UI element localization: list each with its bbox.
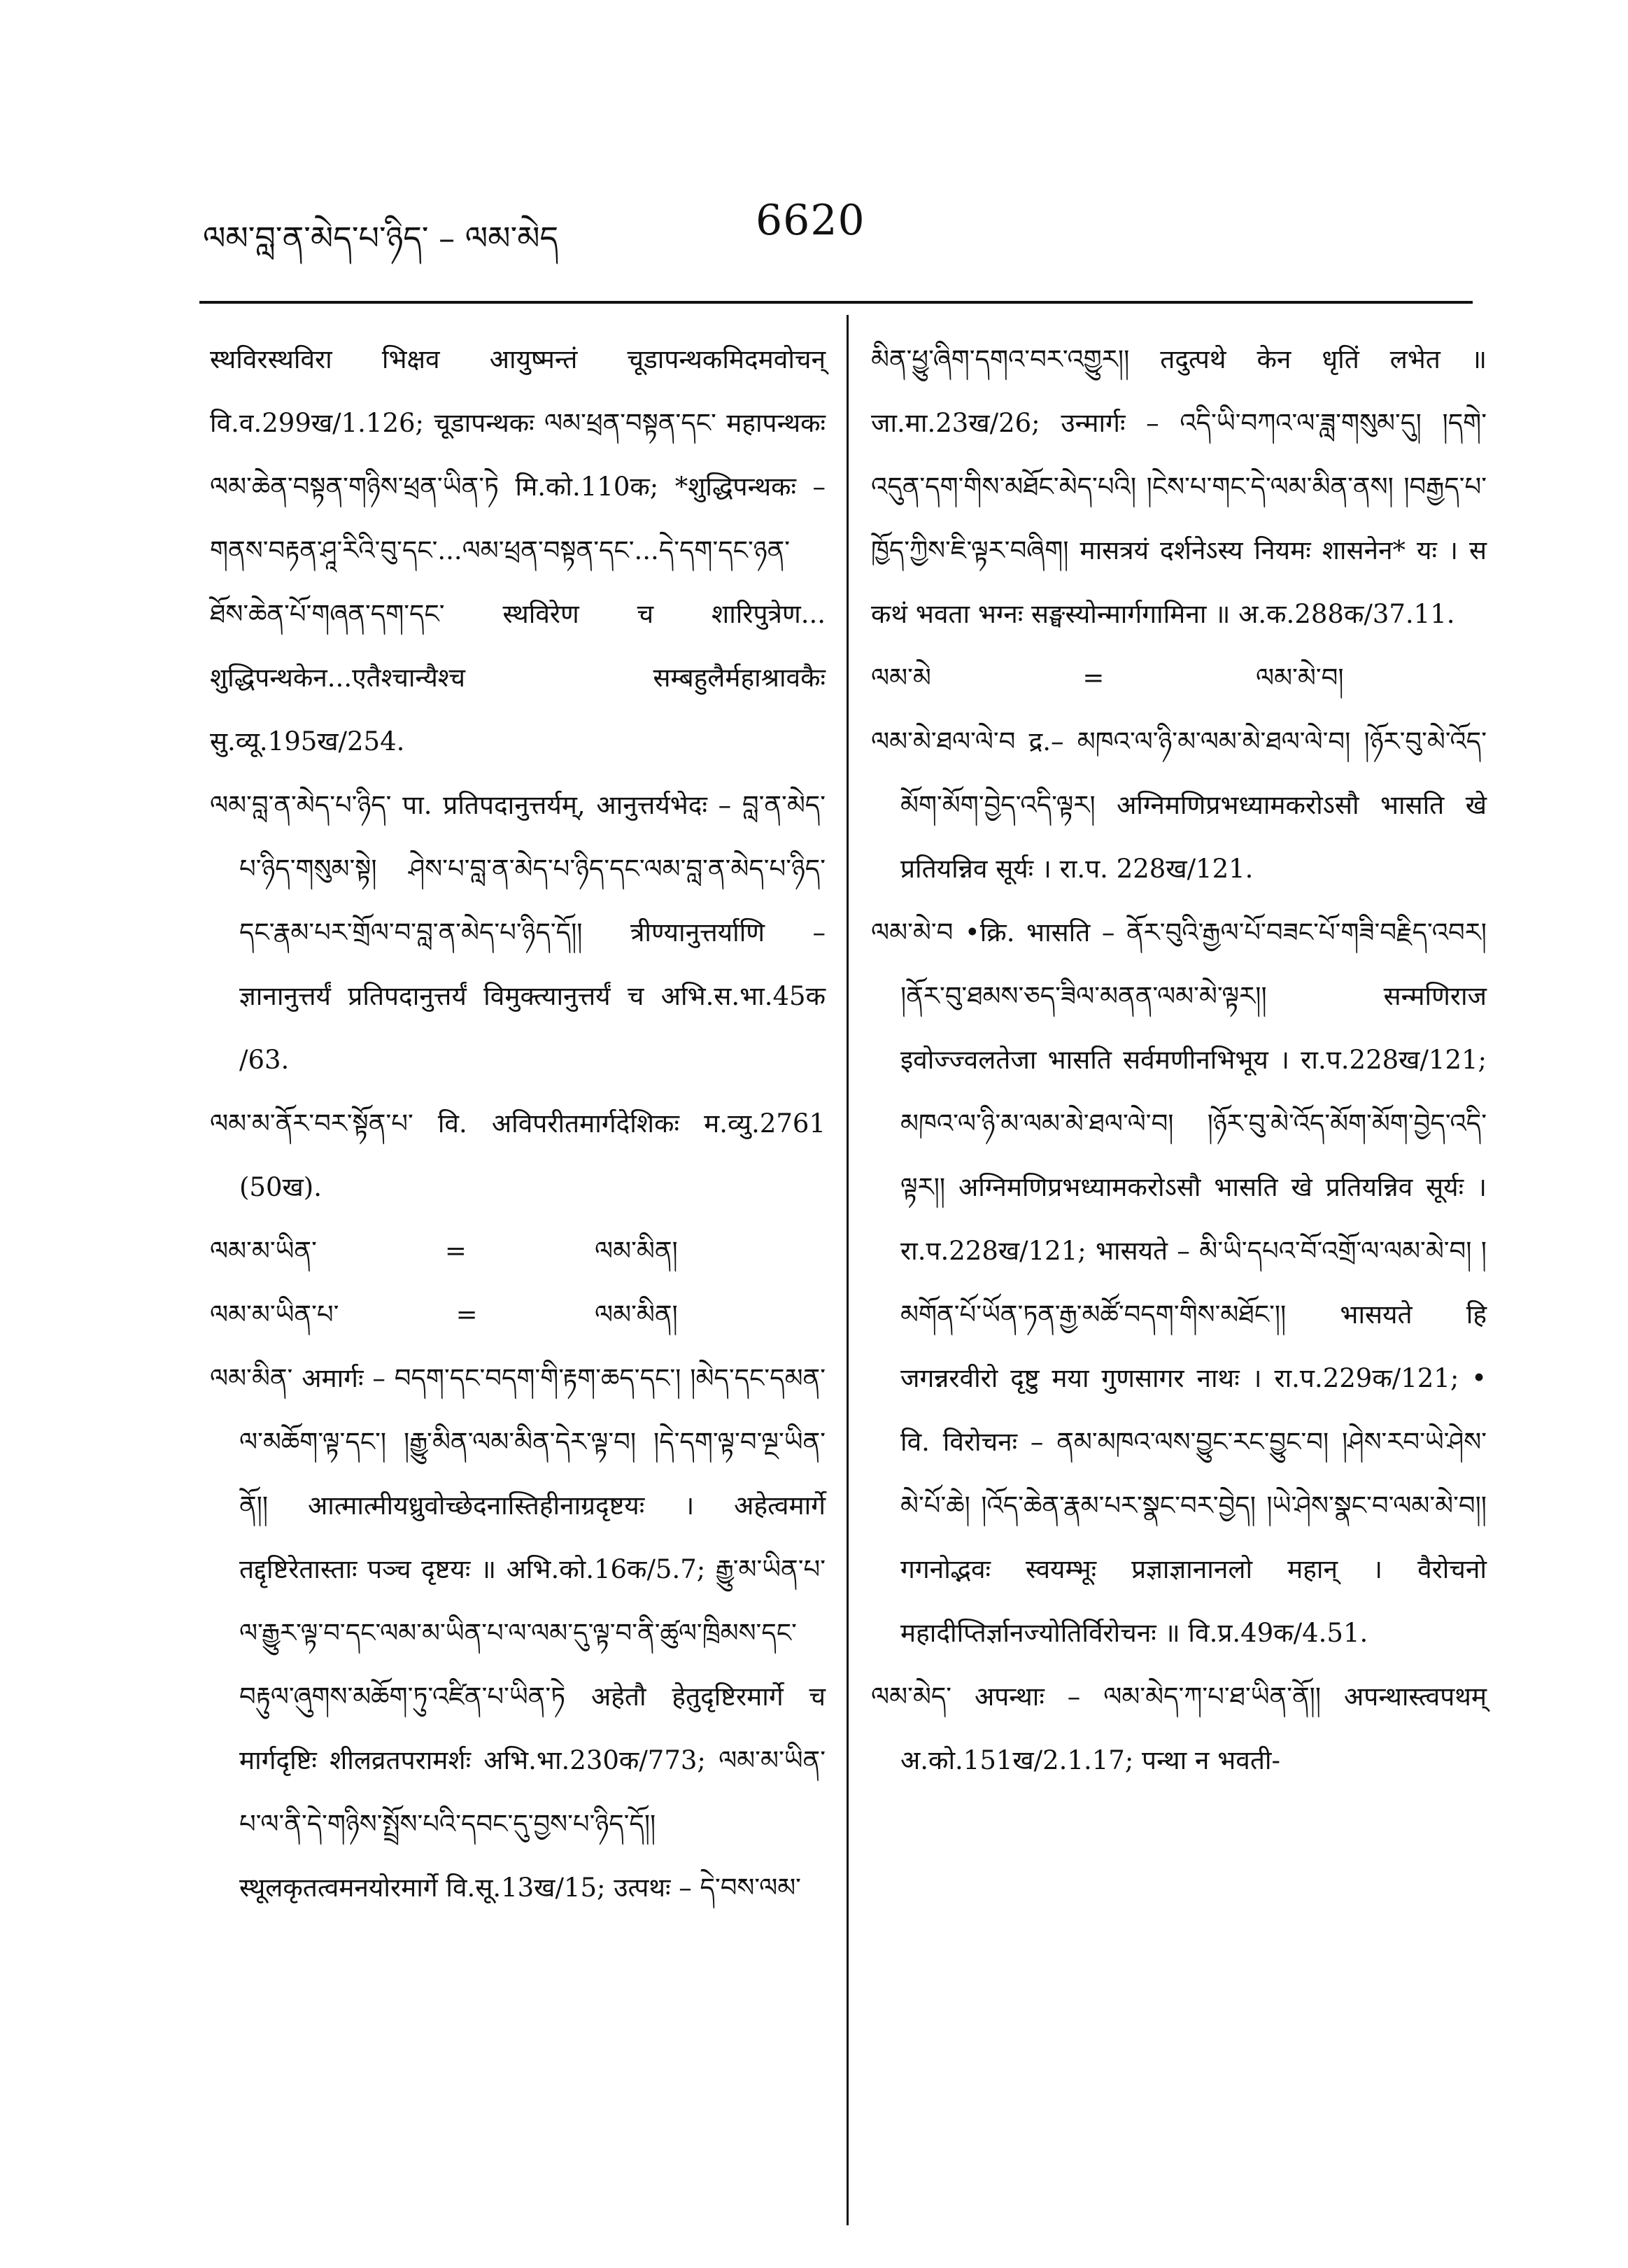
dictionary-entry: ལམ་བླ་ན་མེད་པ་ཉིད་ पा. प्रतिपदानुत्तर्यम्, आनुत्तर्यभेदः – བླ་ན་མེད་པ་ཉིད་གསུམ་སྟེ། ཤེས་པ་བླ་ན་མེད་པ་ཉིད་དང་ལམ་བླ་ན་མེད་པ་ཉིད་དང་རྣམ་པར་གྲོལ་བ་བླ་ན་མེད་པ་ཉིད་དོ།། त्रीण्यानुत्तर्याणि – ज्ञानानुत्तर्यं प्रतिपदानुत्तर्यं विमुक्त्यानुत्तर्यं च अभि.स.भा.45क /63. xyxy=(210,790,826,1075)
xref-equals: = xyxy=(1082,663,1105,693)
dictionary-entry: ལམ་མ་ནོར་བར་སྟོན་པ་ वि. अविपरीतमार्गदेशिकः म.व्यु.2761 (50ख). xyxy=(210,1108,826,1202)
column-divider xyxy=(847,315,849,2225)
right-column xyxy=(871,327,1487,1792)
xref-target: ལམ་མིན། xyxy=(594,1236,678,1266)
xref-headword: ལམ་མ་ཡིན་ xyxy=(210,1236,317,1266)
running-head: ལམ་བླ་ན་མེད་པ་ཉིད་ – ལམ་མེད xyxy=(203,219,559,257)
dictionary-entry: ལམ་མིན་ अमार्गः – བདག་དང་བདག་གི་རྟག་ཆད་དང་། །མེད་དང་དམན་ལ་མཆོག་ལྟ་དང་། །རྒྱུ་མིན་ལམ་མིན་དེར་ལྟ་བ། །དེ་དག་ལྟ་བ་ལྔ་ཡིན་ནོ།། आत्मात्मीयध्रुवोच्छेदनास्तिहीनाग्रदृष्टयः । अहेत्वमार्गे तद्दृष्टिरेतास्ताः पञ्च दृष्टयः ॥ अभि.को.16क/5.7; རྒྱུ་མ་ཡིན་པ་ལ་རྒྱུར་ལྟ་བ་དང་ལམ་མ་ཡིན་པ་ལ་ལམ་དུ་ལྟ་བ་ནི་ཚུལ་ཁྲིམས་དང་བརྟུལ་ཞུགས་མཆོག་ཏུ་འཛིན་པ་ཡིན་ཏེ अहेतौ हेतुदृष्टिरमार्गे च मार्गदृष्टिः शीलव्रतपरामर्शः अभि.भा.230क/773; ལམ་མ་ཡིན་པ་ལ་ནི་དེ་གཉིས་སྤྲོས་པའི་དབང་དུ་བྱས་པ་ཉིད་དོ།། स्थूलकृतत्वमनयोरमार्गे वि.सू.13ख/15; उत्पथः – དེ་བས་ལམ་ xyxy=(210,1363,826,1903)
header-rule xyxy=(199,301,1473,304)
xref-equals: = xyxy=(444,1236,467,1266)
page-number: 6620 xyxy=(756,196,865,245)
dictionary-entry: ལམ་མེད་ अपन्थाः – ལམ་མེད་ཀ་པ་ཐ་ཡིན་ནོ།། अपन्थास्त्वपथम् अ.को.151ख/2.1.17; पन्था न भवती- xyxy=(871,1682,1487,1775)
dictionary-entry: स्थविरस्थविरा भिक्षव आयुष्मन्तं चूडापन्थकमिदमवोचन् वि.व.299ख/1.126; चूडापन्थकः ལམ་ཕྲན་བསྟན་དང་ महापन्थकः ལམ་ཆེན་བསྟན་གཉིས་ཕྲན་ཡིན་ཏེ मि.को.110क; *शुद्धिपन्थकः – གནས་བརྟན་ཤཱ་རིའི་བུ་དང་...ལམ་ཕྲན་བསྟན་དང་...དེ་དག་དང་ཉན་ཐོས་ཆེན་པོ་གཞན་དག་དང་ स्थविरेण च शारिपुत्रेण... शुद्धिपन्थकेन...एतैश्चान्यैश्च सम्बहुलैर्महाश्रावकैः सु.व्यू.195ख/254. xyxy=(210,344,826,756)
xref-equals: = xyxy=(455,1299,478,1330)
cross-reference-entry xyxy=(210,1219,826,1283)
cross-reference-entry xyxy=(871,646,1487,710)
xref-target: ལམ་མིན། xyxy=(595,1299,678,1330)
xref-headword: ལམ་མེ xyxy=(871,663,931,693)
xref-target: ལམ་མེ་བ། xyxy=(1256,663,1344,693)
page-header xyxy=(0,189,1628,273)
dictionary-entry: ལམ་མེ་བ •क्रि. भासति – ནོར་བུའི་རྒྱལ་པོ་བཟང་པོ་གཟི་བརྗིད་འབར། །ནོར་བུ་ཐམས་ཅད་ཟིལ་མནན་ལམ་མེ་ལྟར།། सन्मणिराज इवोज्ज्वलतेजा भासति सर्वमणीनभिभूय । रा.प.228ख/121; མཁའ་ལ་ཉི་མ་ལམ་མེ་ཐལ་ལེ་བ། །ཉོར་བུ་མེ་འོད་མོག་མོག་བྱེད་འདི་ལྟར།། अग्निमणिप्रभध्यामकरोऽसौ भासति खे प्रतियन्निव सूर्यः । रा.प.228ख/121; भासयते – མི་ཡི་དཔའ་བོ་འགྲོ་ལ་ལམ་མེ་བ། །མགོན་པོ་ཡོན་ཏན་རྒྱ་མཚོ་བདག་གིས་མཐོང་།། भासयते हि जगन्नरवीरो दृष्टु मया गुणसागर नाथः । रा.प.229क/121; • वि. विरोचनः – ནམ་མཁའ་ལས་བྱུང་རང་བྱུང་བ། །ཤེས་རབ་ཡེ་ཤེས་མེ་པོ་ཆེ། །འོད་ཆེན་རྣམ་པར་སྣང་བར་བྱེད། །ཡེ་ཤེས་སྣང་བ་ལམ་མེ་བ།། गगनोद्भवः स्वयम्भूः प्रज्ञाज्ञानानलो महान् । वैरोचनो महादीप्तिर्ज्ञानज्योतिर्विरोचनः ॥ वि.प्र.49क/4.51. xyxy=(871,917,1487,1648)
dictionary-entry: ལམ་མེ་ཐལ་ལེ་བ द्र.– མཁའ་ལ་ཉི་མ་ལམ་མེ་ཐལ་ལེ་བ། །ཉོར་བུ་མེ་འོད་མོག་མོག་བྱེད་འདི་ལྟར། अग्निमणिप्रभध्यामकरोऽसौ भासति खे प्रतियन्निव सूर्यः । रा.प. 228ख/121. xyxy=(871,726,1487,884)
dictionary-entry: མིན་ཕྱུ་ཞིག་དགའ་བར་འགྱུར།། तदुत्पथे केन धृतिं लभेत ॥ जा.मा.23ख/26; उन्मार्गः – འདི་ཡི་བཀའ་ལ་ཟླ་གསུམ་དུ། །དགེ་འདུན་དག་གིས་མཐོང་མེད་པའི། །ངེས་པ་གང་དེ་ལམ་མིན་ནས། །བརྒྱད་པ་ཁྱོད་ཀྱིས་ཇི་ལྟར་བཞིག། मासत्रयं दर्शनेऽस्य नियमः शासनेन* यः । स कथं भवता भग्नः सङ्घस्योन्मार्गगामिना ॥ अ.क.288क/37.11. xyxy=(871,344,1487,629)
xref-headword: ལམ་མ་ཡིན་པ་ xyxy=(210,1299,339,1330)
cross-reference-entry xyxy=(210,1283,826,1346)
left-column xyxy=(210,327,826,1920)
